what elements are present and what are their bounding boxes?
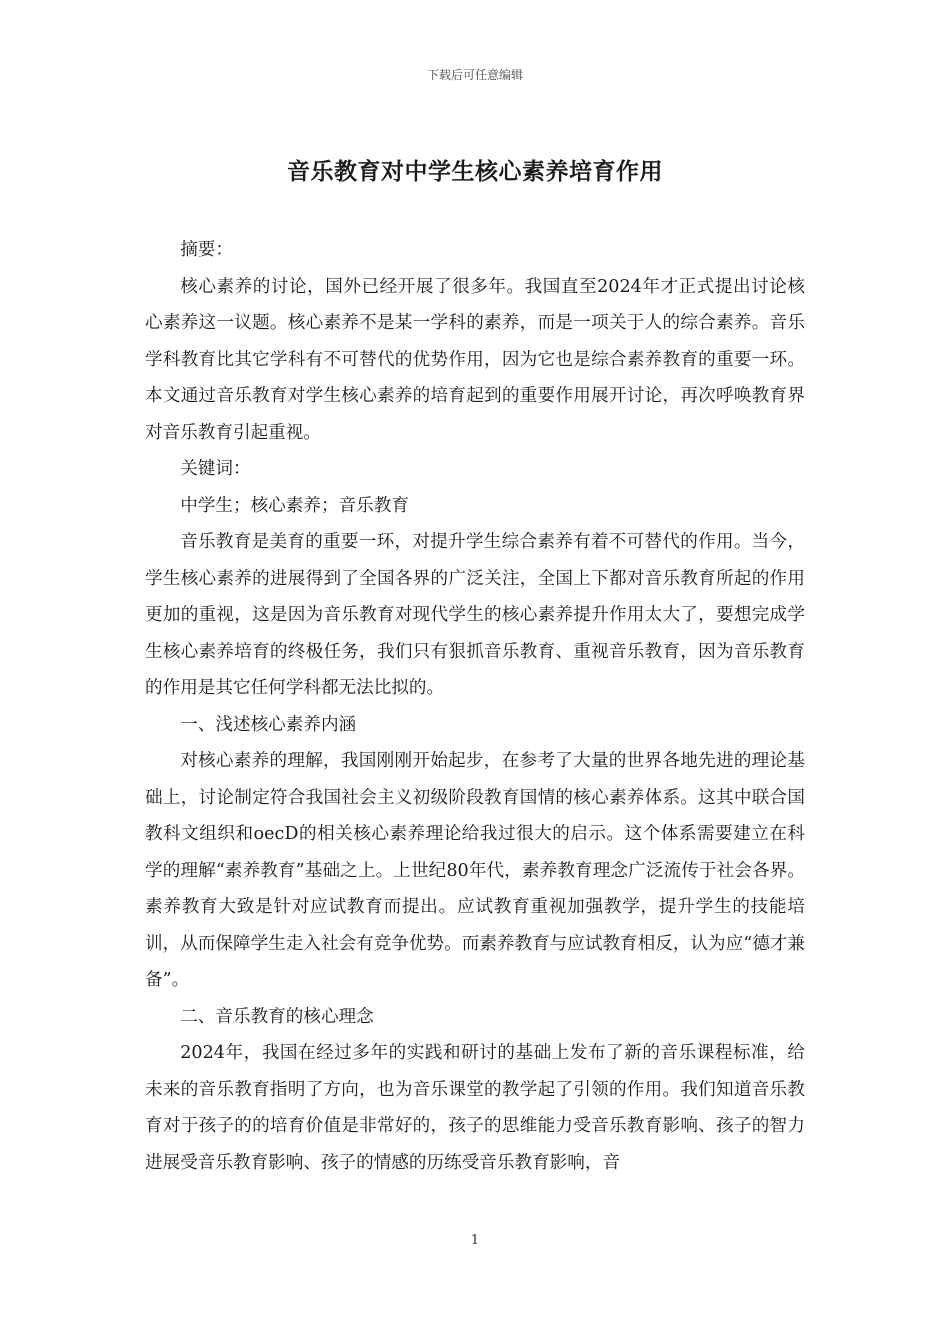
page-number: 1 [470, 1233, 480, 1248]
intro-paragraph: 音乐教育是美育的重要一环，对提升学生综合素养有着不可替代的作用。当今，学生核心素养的进展得到了全国各界的广泛关注，全国上下都对音乐教育所起的作用更加的重视，这是因为音乐教育对现代学生的核心素养提升作用太大了，要想完成学生核心素养培育的终极任务，我们只有狠抓音乐教育、重视音乐教育，因为音乐教育的作用是其它任何学科都无法比拟的。 [145, 532, 805, 698]
document-title: 音乐教育对中学生核心素养培育作用 [287, 158, 663, 185]
abstract-heading: 摘要： [180, 240, 233, 260]
keywords-list: 中学生；核心素养；音乐教育 [180, 495, 409, 516]
keywords-heading: 关键词： [180, 459, 251, 479]
section-2-paragraph: 2024年，我国在经过多年的实践和研讨的基础上发布了新的音乐课程标准，给未来的音乐教育指明了方向，也为音乐课堂的教学起了引领的作用。我们知道音乐教育对于孩子的的培育价值是非常好的，孩子的思维能力受音乐教育影响、孩子的智力进展受音乐教育影响、孩子的情感的历练受音乐教育影响，音 [145, 1043, 805, 1173]
section-1-paragraph: 对核心素养的理解，我国刚刚开始起步，在参考了大量的世界各地先进的理论基础上，讨论制定符合我国社会主义初级阶段教育国情的核心素养体系。这其中联合国教科文组织和oecD的相关核心素养理论给我过很大的启示。这个体系需要建立在科学的理解“素养教育”基础之上。上世纪80年代，素养教育理念广泛流传于社会各界。素养教育大致是针对应试教育而提出。应试教育重视加强教学，提升学生的技能培训，从而保障学生走入社会有竞争优势。而素养教育与应试教育相反，认为应“德才兼备”。 [145, 751, 805, 990]
section-heading-1: 一、浅述核心素养内涵 [180, 714, 357, 735]
document-body [145, 232, 805, 1181]
abstract-paragraph: 核心素养的讨论，国外已经开展了很多年。我国直至2024年才正式提出讨论核心素养这一议题。核心素养不是某一学科的素养，而是一项关于人的综合素养。音乐学科教育比其它学科有不可替代的优势作用，因为它也是综合素养教育的重要一环。本文通过音乐教育对学生核心素养的培育起到的重要作用展开讨论，再次呼唤教育界对音乐教育引起重视。 [145, 276, 805, 443]
header-note: 下载后可任意编辑 [426, 68, 523, 82]
section-heading-2: 二、音乐教育的核心理念 [180, 1006, 374, 1027]
